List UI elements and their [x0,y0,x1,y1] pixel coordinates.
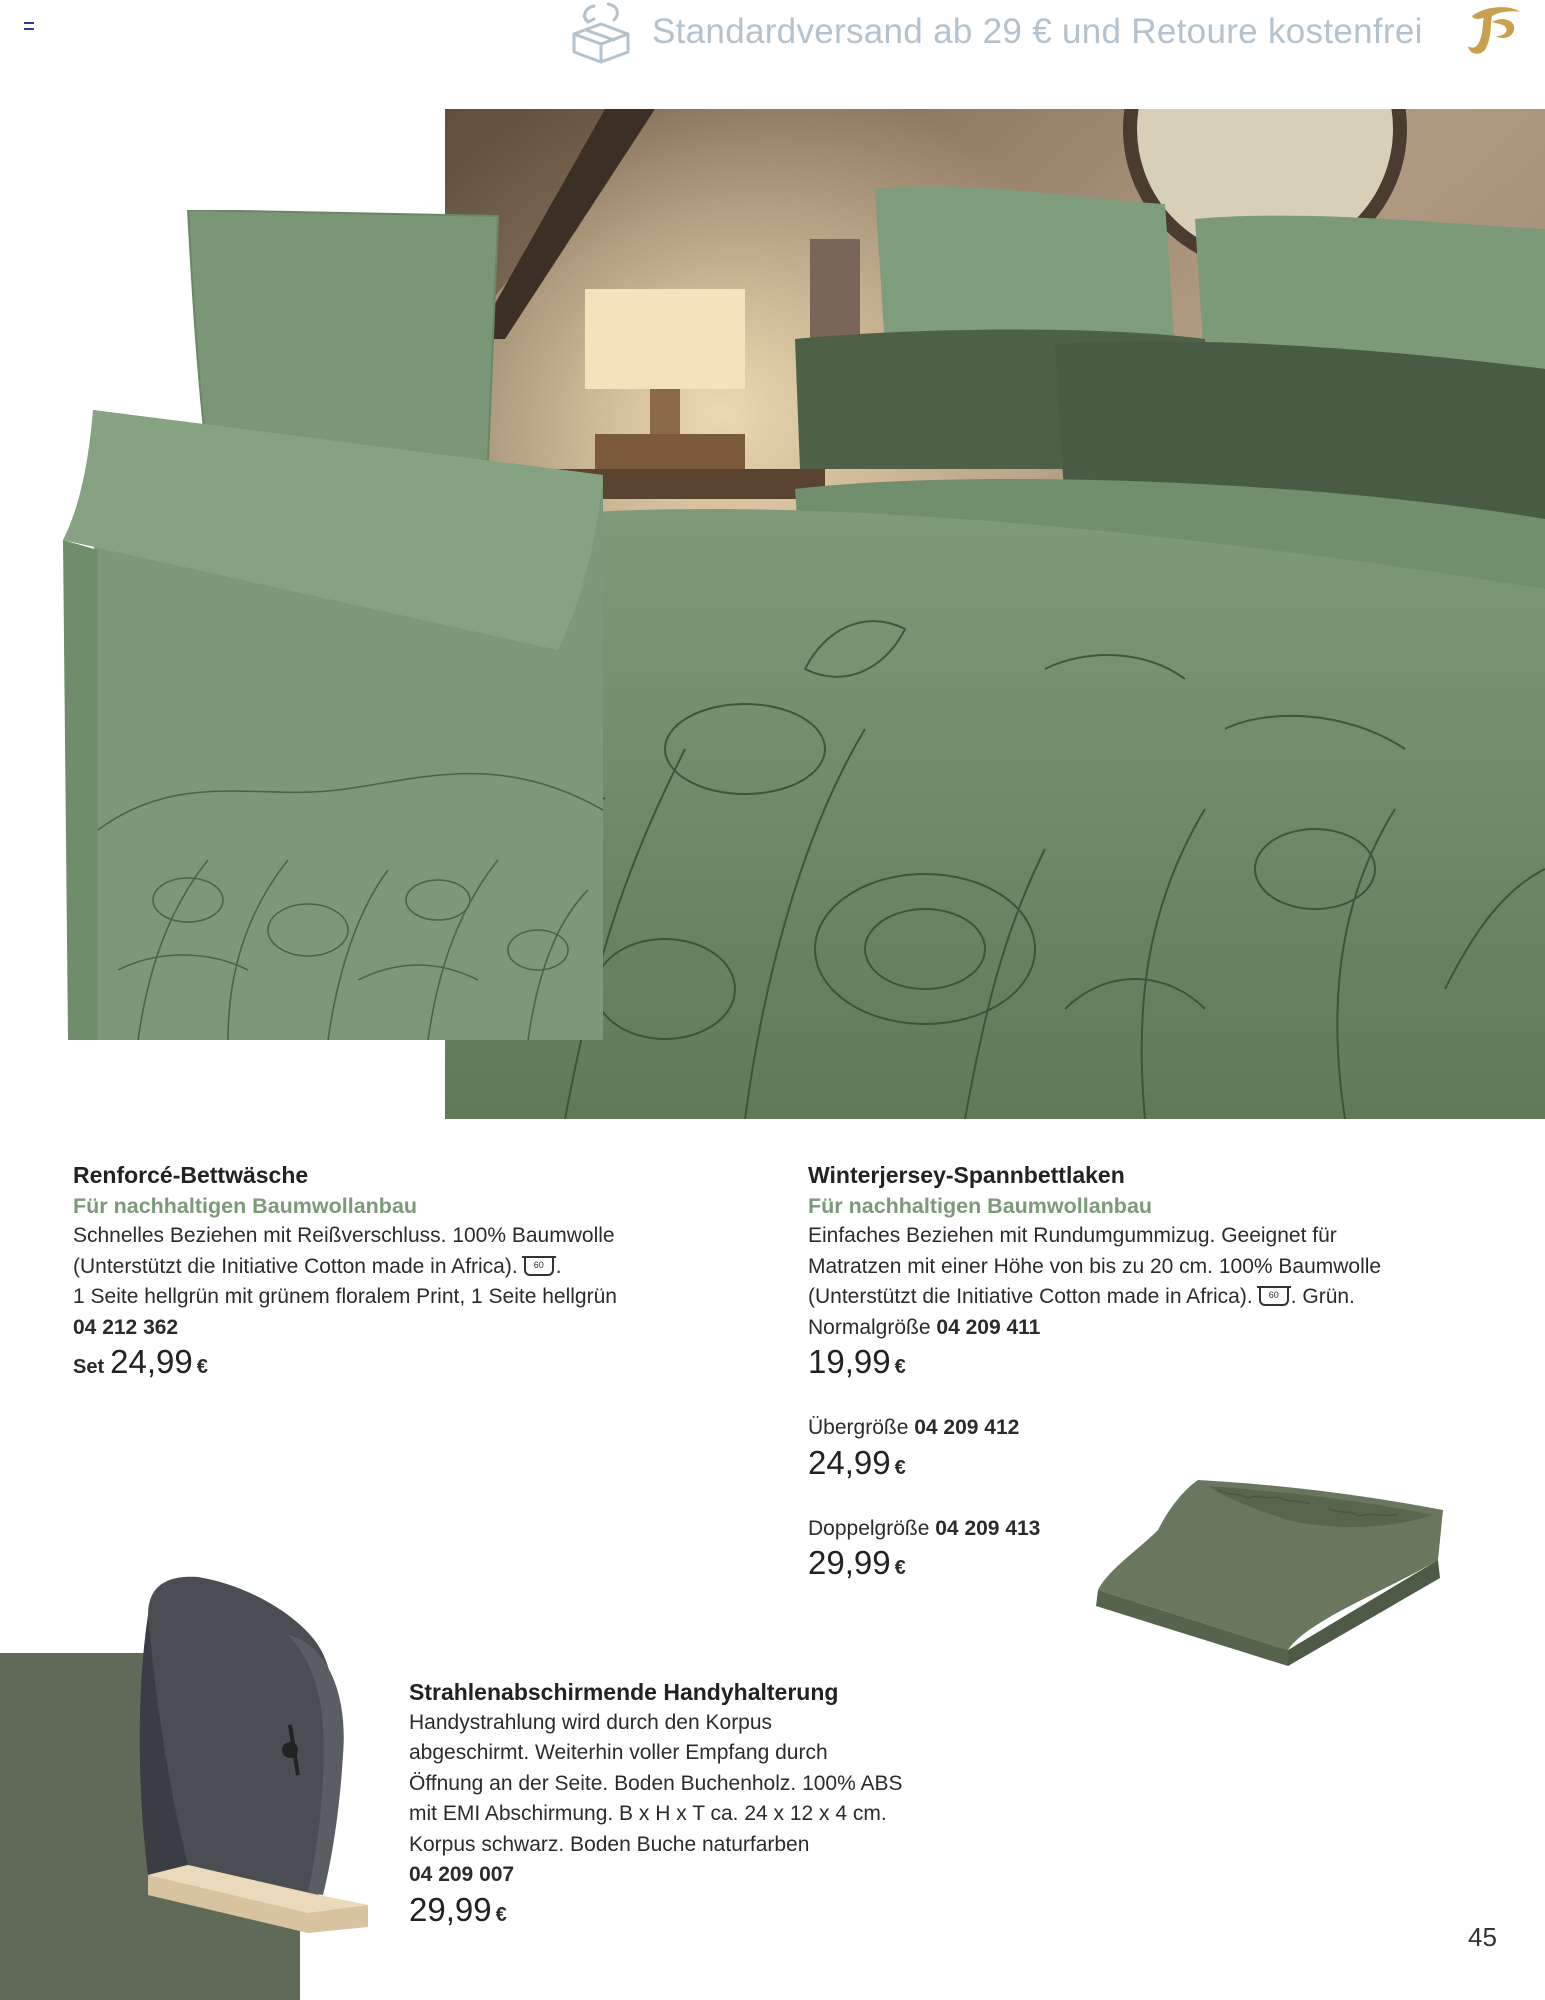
price: 29,99 [808,1544,891,1581]
price-line [409,1890,969,1939]
product-description-text: (Unterstützt die Initiative Cotton made in Africa). [808,1285,1253,1308]
product-title: Renforcé-Bettwäsche [73,1162,309,1188]
product-description-line: mit EMI Abschirmung. B x H x T ca. 24 x 12 x 4 cm. [409,1802,887,1825]
product-description-line: Öffnung an der Seite. Boden Buchenholz. 100% ABS [409,1771,903,1795]
product-handyhalterung [409,1677,969,1939]
wash-60-icon: 60 [1259,1288,1289,1306]
product-title: Winterjersey-Spannbettlaken [808,1162,1125,1188]
product-description-line: Korpus schwarz. Boden Buche naturfarben [409,1832,810,1856]
article-number: 04 212 362 [73,1315,179,1339]
price-line [73,1343,693,1391]
price-prefix: Set [73,1356,105,1378]
product-description-end: . [555,1254,562,1278]
price: 24,99 [808,1443,891,1481]
product-description-line [73,1252,693,1283]
article-number: 04 209 411 [936,1315,1041,1339]
product-description-line: 1 Seite hellgrün mit grünem floralem Print, 1 Seite hellgrün [73,1285,617,1308]
product-bettwaesche [73,1160,693,1391]
article-number: 04 209 007 [409,1863,515,1886]
currency: € [196,1356,208,1378]
product-description-line: Matratzen mit einer Höhe von bis zu 20 cm. 100% Baumwolle [808,1254,1382,1278]
delivery-box-icon [566,0,636,66]
phone-holder-photo [128,1575,388,1935]
size-label: Doppelgröße [808,1516,930,1540]
currency: € [894,1456,906,1479]
product-subtitle: Für nachhaltigen Baumwollanbau [808,1193,1153,1218]
article-number: 04 209 413 [935,1516,1041,1540]
price: 29,99 [409,1890,492,1928]
product-description-line: Einfaches Beziehen mit Rundumgummizug. Geeignet für [808,1224,1337,1247]
product-description-line [808,1282,1508,1313]
currency: € [894,1356,906,1378]
size-option [808,1413,1508,1444]
article-number: 04 209 412 [914,1416,1020,1439]
page-number: 45 [1468,1922,1497,1952]
tchibo-bean-logo [1462,2,1524,58]
product-description-line: Schnelles Beziehen mit Reißverschluss. 100% Baumwolle [73,1224,615,1247]
size-label: Übergröße [808,1416,909,1439]
size-option [808,1313,1508,1344]
product-description-line: abgeschirmt. Weiterhin voller Empfang durch [409,1741,828,1764]
product-title: Strahlenabschirmende Handyhalterung [409,1679,839,1705]
language-flag-icon [24,22,34,30]
fitted-sheet-packshot [1088,1470,1448,1670]
price: 24,99 [110,1343,193,1380]
shipping-banner-text: Standardversand ab 29 € und Retoure kostenfrei [652,12,1423,51]
currency: € [894,1557,906,1579]
product-subtitle: Für nachhaltigen Baumwollanbau [73,1193,418,1218]
wash-60-icon: 60 [524,1258,554,1276]
duvet-set-packshot [58,210,618,1060]
size-label: Normalgröße [808,1315,931,1339]
product-description-text: (Unterstützt die Initiative Cotton made in Africa). [73,1254,518,1278]
product-description-end: . Grün. [1290,1285,1355,1308]
price: 19,99 [808,1343,891,1380]
price-line [808,1343,1508,1391]
product-description-line: Handystrahlung wird durch den Korpus [409,1710,773,1734]
currency: € [495,1903,507,1926]
